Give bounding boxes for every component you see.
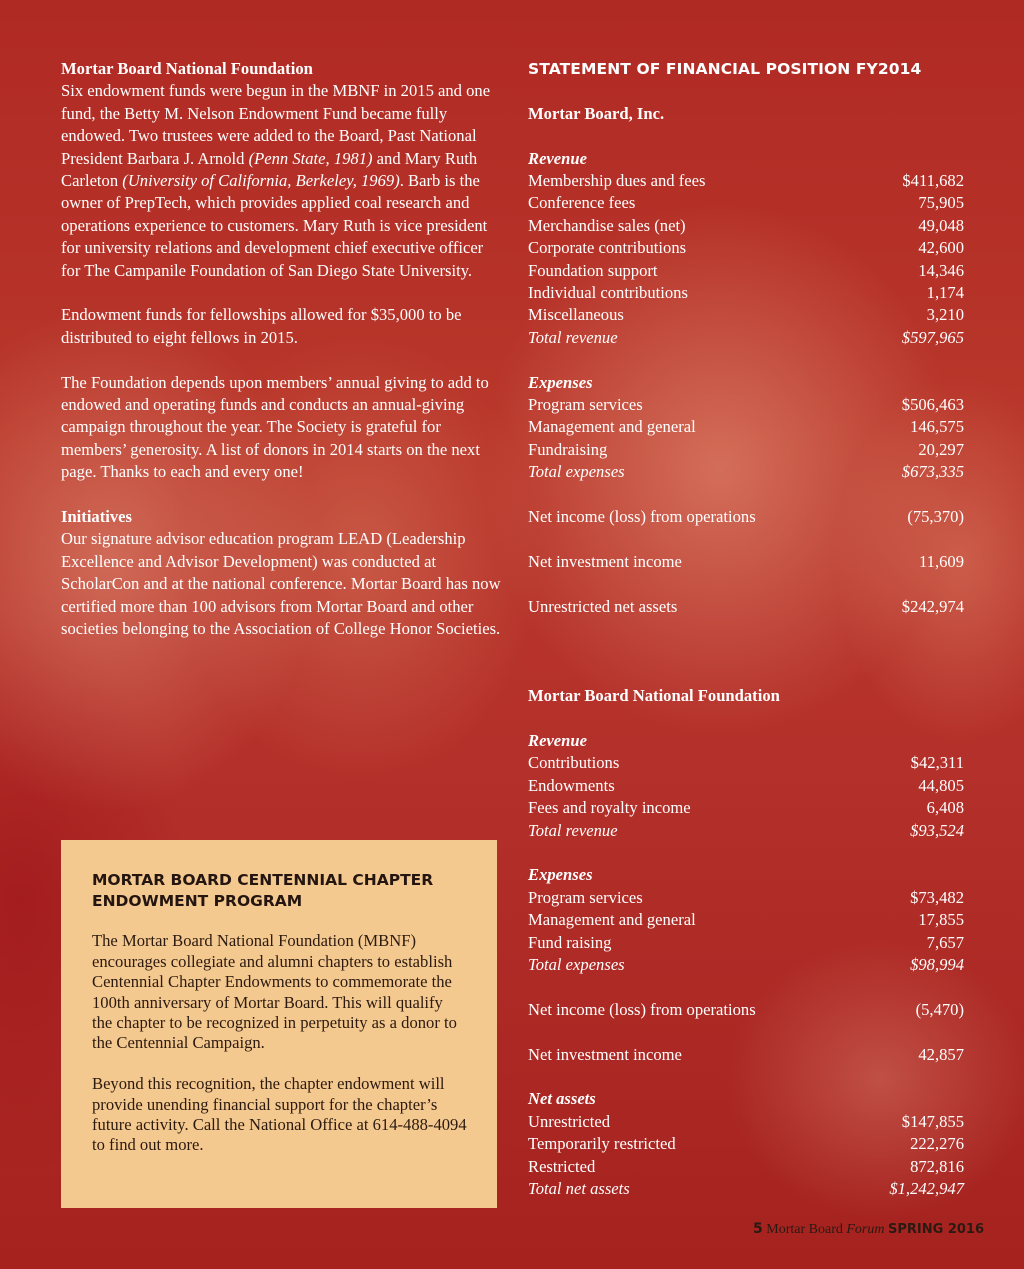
- mbi-expense-row: [528, 439, 964, 461]
- mbi-revenue-row: [528, 170, 964, 192]
- mbnf-expense-row: [528, 887, 964, 909]
- row-label: Miscellaneous: [528, 305, 624, 325]
- mbnf-expenses-list: [528, 887, 964, 954]
- financial-statement: [528, 58, 964, 1201]
- mbnf-total-revenue: [528, 820, 964, 842]
- row-value: (75,370): [907, 507, 964, 527]
- giving-paragraph: The Foundation depends upon members’ annual giving to add to endowed and operating funds and conducts an annual-giving campaign throughout the year. The Society is grateful for members’ generosity. A list of donors in 2014 starts on the next page. Thanks to each and every one!: [61, 372, 489, 482]
- row-label: Total revenue: [528, 820, 618, 840]
- mbnf-net-investment: [528, 1044, 964, 1066]
- statement-title: STATEMENT OF FINANCIAL POSITION FY2014: [528, 60, 922, 78]
- row-value: 75,905: [918, 193, 964, 213]
- row-value: 222,276: [910, 1134, 964, 1154]
- mbi-revenue-row: [528, 260, 964, 282]
- issue-label: SPRING 2016: [888, 1222, 984, 1237]
- row-label: Restricted: [528, 1156, 596, 1176]
- org-name-mbnf: Mortar Board National Foundation: [528, 686, 780, 706]
- mbi-revenue-row: [528, 304, 964, 326]
- fellowship-paragraph: Endowment funds for fellowships allowed for $35,000 to be distributed to eight fellows in 2015.: [61, 305, 462, 347]
- mbnf-net-asset-row: [528, 1133, 964, 1155]
- text-run: and Mary Ruth Carleton: [61, 148, 478, 191]
- mbnf-revenue-row: [528, 775, 964, 797]
- mbnf-expense-row: [528, 932, 964, 954]
- row-value: $1,242,947: [889, 1179, 964, 1199]
- row-value: $673,335: [901, 462, 964, 482]
- row-value: $597,965: [901, 327, 964, 347]
- row-label: Fees and royalty income: [528, 798, 691, 818]
- row-value: 49,048: [918, 215, 964, 235]
- mbnf-expense-row: [528, 909, 964, 931]
- page-footer: [753, 1221, 984, 1238]
- row-value: 42,857: [918, 1044, 964, 1064]
- page-number: 5: [753, 1221, 763, 1237]
- text-run: . Barb is the owner of PrepTech, which provides applied coal research and operations experience to customers. Mary Ruth is vice president for university relations and development chief executive officer for The Campanile Foundation of San Diego State University.: [61, 171, 488, 280]
- row-value: 42,600: [918, 238, 964, 258]
- box-title-line1: MORTAR BOARD CENTENNIAL CHAPTER: [92, 871, 434, 889]
- mbnf-net-assets-label: Net assets: [528, 1089, 596, 1109]
- centennial-endowment-box: [61, 840, 497, 1208]
- row-value: 20,297: [918, 439, 964, 459]
- mbi-net-income: [528, 506, 964, 528]
- row-label: Total expenses: [528, 462, 625, 482]
- mbnf-net-income: [528, 999, 964, 1021]
- box-paragraph-2: Beyond this recognition, the chapter endowment will provide unending financial support for the chapter’s future activity. Call the National Office at 614-488-4094 to find out more.: [92, 1074, 467, 1155]
- row-label: Unrestricted net assets: [528, 596, 678, 616]
- row-value: $42,311: [910, 753, 964, 773]
- mbi-revenue-row: [528, 237, 964, 259]
- row-label: Program services: [528, 887, 643, 907]
- left-column: [61, 58, 501, 641]
- row-label: Temporarily restricted: [528, 1134, 676, 1154]
- mbi-revenue-row: [528, 282, 964, 304]
- row-value: $147,855: [901, 1111, 964, 1131]
- mbi-revenue-row: [528, 192, 964, 214]
- mbnf-revenue-list: [528, 752, 964, 819]
- initiatives-paragraph: Our signature advisor education program LEAD (Leadership Excellence and Advisor Development) was conducted at ScholarCon and at the national conference. Mortar Board has now certified more than 100 advisors from Mortar Board and other societies belonging to the Association of College Honor Societies.: [61, 529, 501, 639]
- box-paragraph-1: The Mortar Board National Foundation (MBNF) encourages collegiate and alumni chapters to establish Centennial Chapter Endowments to commemorate the 100th anniversary of Mortar Board. This will qualify the chapter to be recognized in perpetuity as a donor to the Centennial Campaign.: [92, 931, 457, 1053]
- row-value: $242,974: [901, 596, 964, 616]
- row-value: 14,346: [918, 260, 964, 280]
- text-run: Six endowment funds were begun in the MBNF in 2015 and one fund, the Betty M. Nelson Endowment Fund became fully endowed. Two trustees were added to the Board, Past National President Barbara J. Arnold: [61, 81, 491, 168]
- row-value: $93,524: [910, 820, 964, 840]
- row-value: 146,575: [910, 417, 964, 437]
- mbnf-revenue-row: [528, 752, 964, 774]
- box-title-line2: ENDOWMENT PROGRAM: [92, 891, 303, 910]
- row-label: Net income (loss) from operations: [528, 507, 756, 527]
- mbi-net-investment: [528, 551, 964, 573]
- row-label: Fund raising: [528, 932, 612, 952]
- row-label: Net investment income: [528, 1044, 682, 1064]
- row-label: Merchandise sales (net): [528, 215, 686, 235]
- row-label: Fundraising: [528, 439, 608, 459]
- mbnf-net-asset-row: [528, 1156, 964, 1178]
- publication-name: Mortar Board: [766, 1222, 843, 1237]
- row-value: (5,470): [915, 999, 964, 1019]
- mbnf-revenue-row: [528, 797, 964, 819]
- row-value: $411,682: [902, 171, 964, 190]
- row-value: 7,657: [926, 932, 964, 952]
- row-value: 872,816: [910, 1156, 964, 1176]
- mbi-revenue-label: Revenue: [528, 148, 587, 168]
- text-run-italic: (University of California, Berkeley, 1969): [122, 171, 400, 191]
- mbnf-net-asset-row: [528, 1111, 964, 1133]
- row-label: Membership dues and fees: [528, 171, 706, 190]
- org-name-mbi: Mortar Board, Inc.: [528, 103, 665, 123]
- mbnf-total-net-assets: [528, 1178, 964, 1200]
- foundation-heading: Mortar Board National Foundation: [61, 59, 313, 78]
- text-run-italic: (Penn State, 1981): [248, 148, 373, 168]
- mbnf-revenue-label: Revenue: [528, 731, 587, 751]
- row-label: Individual contributions: [528, 283, 688, 303]
- mbi-total-revenue: [528, 327, 964, 349]
- mbi-expenses-label: Expenses: [528, 372, 593, 392]
- row-label: Total expenses: [528, 955, 625, 975]
- row-label: Program services: [528, 395, 643, 415]
- row-label: Conference fees: [528, 193, 636, 213]
- row-label: Total revenue: [528, 327, 618, 347]
- mbi-expenses-list: [528, 394, 964, 461]
- row-label: Management and general: [528, 910, 696, 930]
- foundation-paragraph: [61, 80, 501, 282]
- mbi-revenue-list: [528, 170, 964, 327]
- row-value: $506,463: [901, 395, 964, 415]
- mbnf-total-expenses: [528, 954, 964, 976]
- row-label: Net income (loss) from operations: [528, 999, 756, 1019]
- row-value: 17,855: [918, 910, 964, 930]
- row-label: Foundation support: [528, 260, 658, 280]
- mbnf-net-assets-list: [528, 1111, 964, 1178]
- row-label: Unrestricted: [528, 1111, 611, 1131]
- mbi-total-expenses: [528, 461, 964, 483]
- row-value: $98,994: [910, 955, 964, 975]
- publication-name-italic: Forum: [846, 1222, 885, 1237]
- row-label: Corporate contributions: [528, 238, 687, 258]
- row-value: 11,609: [918, 551, 964, 571]
- row-value: 6,408: [926, 798, 964, 818]
- row-label: Net investment income: [528, 551, 682, 571]
- initiatives-heading: Initiatives: [61, 507, 132, 527]
- mbnf-expenses-label: Expenses: [528, 865, 593, 885]
- mbi-unrestricted: [528, 596, 964, 618]
- row-label: Management and general: [528, 417, 696, 437]
- row-label: Contributions: [528, 753, 620, 773]
- mbi-expense-row: [528, 394, 964, 416]
- mbi-revenue-row: [528, 215, 964, 237]
- row-label: Endowments: [528, 775, 615, 795]
- row-value: 44,805: [918, 775, 964, 795]
- row-value: 3,210: [926, 305, 964, 325]
- row-value: $73,482: [910, 887, 964, 907]
- row-value: 1,174: [926, 283, 964, 303]
- row-label: Total net assets: [528, 1179, 630, 1199]
- mbi-expense-row: [528, 416, 964, 438]
